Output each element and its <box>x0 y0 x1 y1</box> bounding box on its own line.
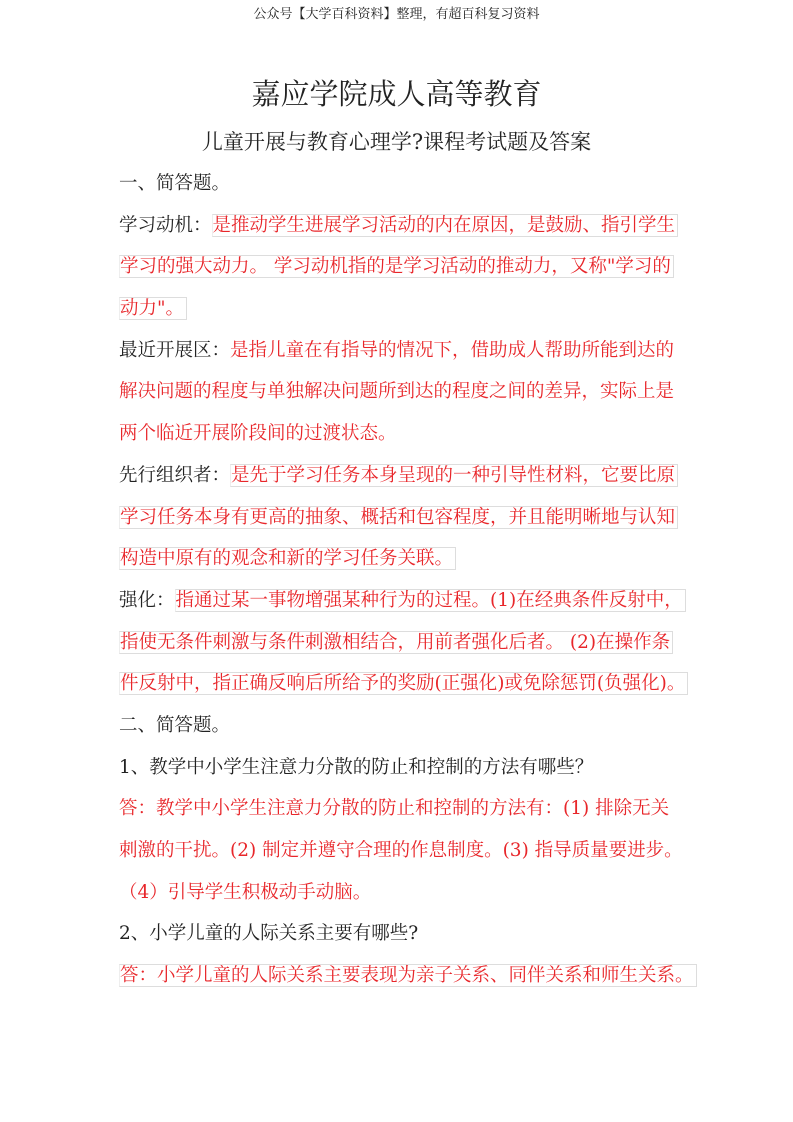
term-definition <box>119 205 689 330</box>
question-text: 2、小学儿童的人际关系主要有哪些? <box>119 923 419 945</box>
definition-line: 是先于学习任务本身呈现的一种引导性材料，它要比原 <box>230 464 678 487</box>
answer-line: （4）引导学生积极动手动脑。 <box>119 881 372 903</box>
term-definition <box>119 580 689 705</box>
term-definition <box>119 455 689 580</box>
document-body <box>119 163 694 997</box>
definition-line: 动力"。 <box>119 297 187 320</box>
definition-line: 学习任务本身有更高的抽象、概括和包容程度，并且能明晰地与认知 <box>119 506 678 529</box>
document-subtitle: 儿童开展与教育心理学?课程考试题及答案 <box>201 130 592 154</box>
term-definition <box>119 330 689 455</box>
question-text: 1、教学中小学生注意力分散的防止和控制的方法有哪些？ <box>119 756 594 778</box>
definition-line: 解决问题的程度与单独解决问题所到达的程度之间的差异，实际上是 <box>119 381 675 403</box>
definition-line: 件反射中，指正确反响后所给予的奖励(正强化)或免除惩罚(负强化)。 <box>119 672 688 695</box>
answer-line: 答：教学中小学生注意力分散的防止和控制的方法有：(1) 排除无关 <box>119 798 670 820</box>
question-block <box>119 913 694 996</box>
question-block <box>119 747 689 914</box>
term-label: 强化： <box>119 589 175 611</box>
term-label: 最近开展区： <box>119 339 231 361</box>
section-heading: 一、简答题。 <box>119 173 231 194</box>
document-title: 嘉应学院成人高等教育 <box>251 77 542 111</box>
definition-line: 是指儿童在有指导的情况下，借助成人帮助所能到达的 <box>230 339 675 361</box>
definition-line: 两个临近开展阶段间的过渡状态。 <box>119 423 397 445</box>
term-label: 学习动机： <box>119 214 212 236</box>
answer-line: 答：小学儿童的人际关系主要表现为亲子关系、同伴关系和师生关系。 <box>119 964 697 987</box>
definition-line: 构造中原有的观念和新的学习任务关联。 <box>119 547 456 570</box>
page-header: 公众号【大学百科资料】整理，有超百科复习资料 <box>253 7 540 22</box>
term-label: 先行组织者： <box>119 464 231 486</box>
section-heading: 二、简答题。 <box>119 714 231 736</box>
definition-line: 是推动学生进展学习活动的内在原因，是鼓励、指引学生 <box>212 214 679 237</box>
definition-line: 指通过某一事物增强某种行为的过程。(1)在经典条件反射中， <box>175 589 686 612</box>
definition-line: 学习的强大动力。 学习动机指的是学习活动的推动力，又称"学习的 <box>119 255 674 278</box>
definition-line: 指使无条件刺激与条件刺激相结合，用前者强化后者。 (2)在操作条 <box>119 631 673 654</box>
answer-line: 刺激的干扰。(2) 制定并遵守合理的作息制度。(3) 指导质量要进步。 <box>119 840 683 861</box>
